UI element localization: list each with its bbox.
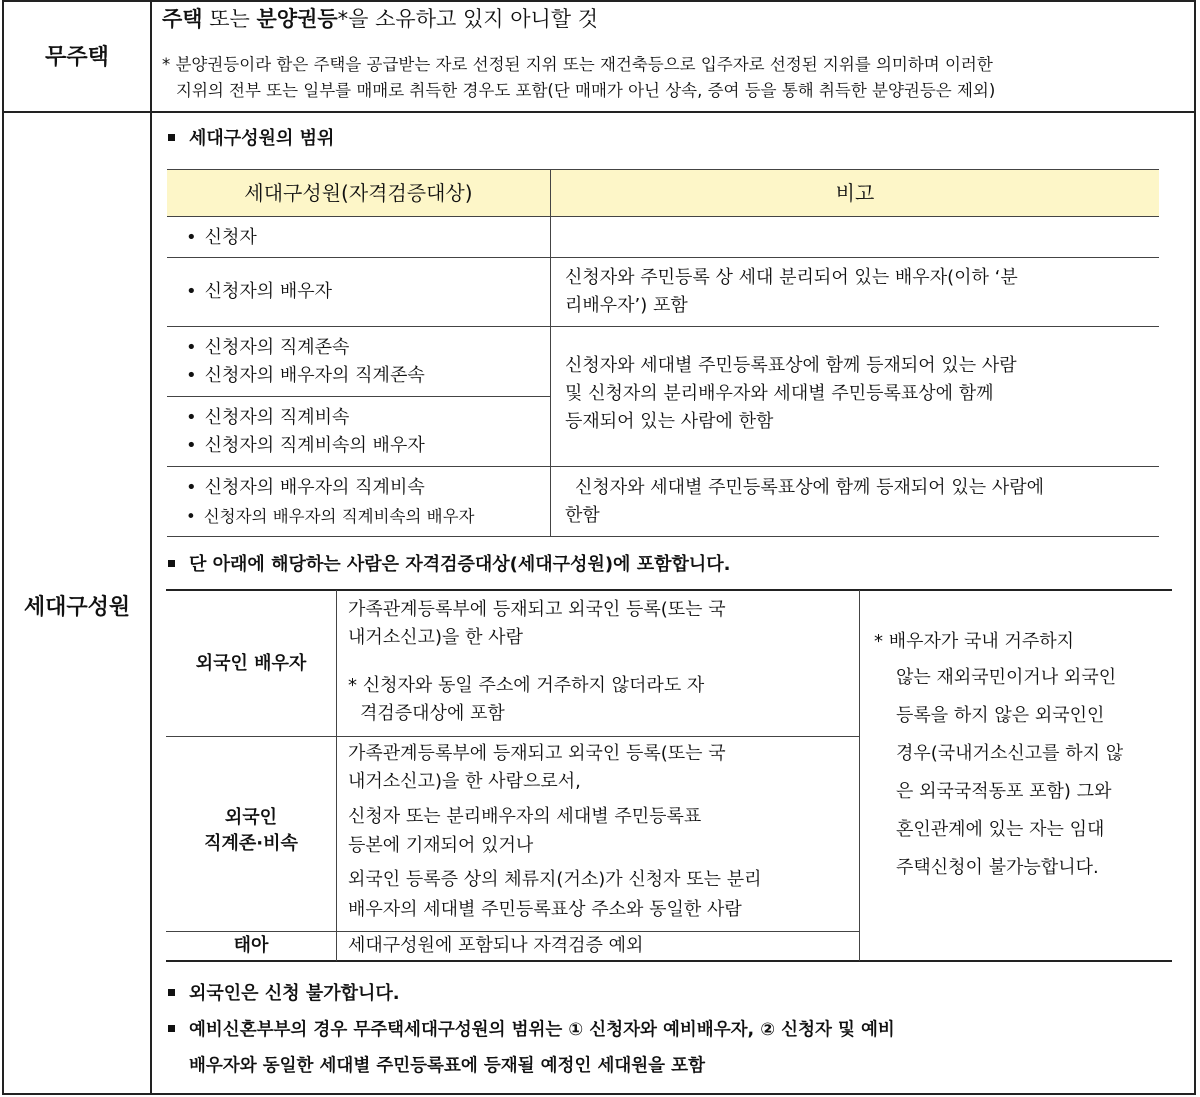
table1-r5-left-l2: • 신청자의 배우자의 직계비속의 배우자	[186, 504, 475, 530]
table1-r5-right-l2: 한함	[565, 505, 600, 526]
foreign-lineal-l1: 가족관계등록부에 등재되고 외국인 등록(또는 국	[348, 743, 726, 764]
square-bullet-icon	[168, 1025, 175, 1032]
foreign-lineal-l2: 내거소신고)을 한 사람으로서,	[348, 771, 581, 792]
section-included-persons: 단 아래에 해당하는 사람은 자격검증대상(세대구성원)에 포함합니다.	[168, 551, 731, 579]
foreign-spouse-l2: 내거소신고)을 한 사람	[348, 627, 523, 648]
foreign-lineal-l6: 배우자의 세대별 주민등록표상 주소와 동일한 사람	[348, 899, 742, 920]
or-text: 또는	[202, 7, 257, 31]
row-label-household: 세대구성원	[23, 595, 131, 620]
square-bullet-icon	[168, 989, 175, 996]
row-label-no-house: 무주택	[45, 45, 109, 70]
spouse-note-l3: 등록을 하지 않은 외국인인	[896, 705, 1105, 726]
table1-r34-right-l2: 및 신청자의 분리배우자와 세대별 주민등록표상에 함께	[565, 383, 994, 404]
house-term: 주택	[162, 7, 203, 31]
square-bullet-icon	[168, 134, 175, 141]
foreign-lineal-label-l2: 직계존·비속	[204, 833, 298, 854]
bullet-foreigner-ineligible: 외국인은 신청 불가합니다.	[168, 980, 400, 1008]
foreign-lineal-label-l1: 외국인	[224, 807, 278, 828]
table1-r3-left-l1: • 신청자의 직계존속	[186, 334, 349, 362]
spouse-note-l2: 않는 재외국민이거나 외국인	[896, 667, 1117, 688]
table1-r34-right-l3: 등재되어 있는 사람에 한함	[565, 411, 774, 432]
presale-term: 분양권등	[256, 7, 338, 31]
spouse-note-l5: 은 외국국적동포 포함) 그와	[896, 781, 1112, 802]
table1-header-members: 세대구성원(자격검증대상)	[244, 181, 473, 205]
presale-note-line2: 지위의 전부 또는 일부를 매매로 취득한 경우도 포함(단 매매가 아닌 상속, 증여 등을 통해 취득한 분양권등은 제외)	[176, 81, 996, 100]
table1-r2-left: • 신청자의 배우자	[186, 278, 332, 306]
table1-r3-left-l2: • 신청자의 배우자의 직계존속	[186, 362, 425, 390]
foreign-spouse-l1: 가족관계등록부에 등재되고 외국인 등록(또는 국	[348, 599, 726, 620]
bullet-prospective-newlyweds-l2: 배우자와 동일한 세대별 주민등록표에 등재될 예정인 세대원을 포함	[189, 1056, 705, 1076]
condition-tail: *을 소유하고 있지 아니할 것	[337, 7, 599, 31]
spouse-note-l1: * 배우자가 국내 거주하지	[874, 631, 1075, 652]
table1-header-remarks: 비고	[835, 181, 875, 205]
table1-r34-right-l1: 신청자와 세대별 주민등록표상에 함께 등재되어 있는 사람	[565, 355, 1017, 376]
section-household-scope: 세대구성원의 범위	[168, 125, 334, 153]
square-bullet-icon	[168, 560, 175, 567]
spouse-note-l7: 주택신청이 불가능합니다.	[896, 857, 1099, 878]
table1-r5-right-l1: 신청자와 세대별 주민등록표상에 함께 등재되어 있는 사람에	[575, 477, 1045, 498]
foreign-lineal-l4: 등본에 기재되어 있거나	[348, 835, 534, 856]
row-divider	[2, 111, 1196, 113]
foreign-spouse-label: 외국인 배우자	[195, 653, 307, 674]
fetus-label: 태아	[233, 935, 269, 956]
table1-r4-left-l1: • 신청자의 직계비속	[186, 404, 349, 432]
foreign-lineal-l3: 신청자 또는 분리배우자의 세대별 주민등록표	[348, 806, 702, 827]
table1-r5-left-l1: • 신청자의 배우자의 직계비속	[186, 474, 425, 502]
table1-r4-left-l2: • 신청자의 직계비속의 배우자	[186, 432, 425, 460]
table1-r2-right-l2: 리배우자’) 포함	[565, 295, 688, 316]
presale-note-line1: * 분양권등이라 함은 주택을 공급받는 자로 선정된 지위 또는 재건축등으로 입주자로 선정된 지위를 의미하며 이러한	[162, 55, 993, 74]
table1-r2-right-l1: 신청자와 주민등록 상 세대 분리되어 있는 배우자(이하 ‘분	[565, 267, 1018, 288]
spouse-note-l6: 혼인관계에 있는 자는 임대	[896, 819, 1105, 840]
bullet-prospective-newlyweds-l1: 예비신혼부부의 경우 무주택세대구성원의 범위는 ① 신청자와 예비배우자, ② 신청자 및 예비	[168, 1016, 895, 1044]
foreign-lineal-l5: 외국인 등록증 상의 체류지(거소)가 신청자 또는 분리	[348, 869, 762, 890]
fetus-desc: 세대구성원에 포함되나 자격검증 예외	[348, 935, 644, 956]
table1-r1-left: • 신청자	[186, 224, 257, 252]
foreign-spouse-l3: * 신청자와 동일 주소에 거주하지 않더라도 자	[348, 675, 705, 696]
label-column-divider	[150, 0, 152, 1095]
foreign-spouse-l4: 격검증대상에 포함	[360, 703, 505, 724]
no-house-condition	[162, 4, 598, 34]
spouse-note-l4: 경우(국내거소신고를 하지 않	[896, 743, 1124, 764]
